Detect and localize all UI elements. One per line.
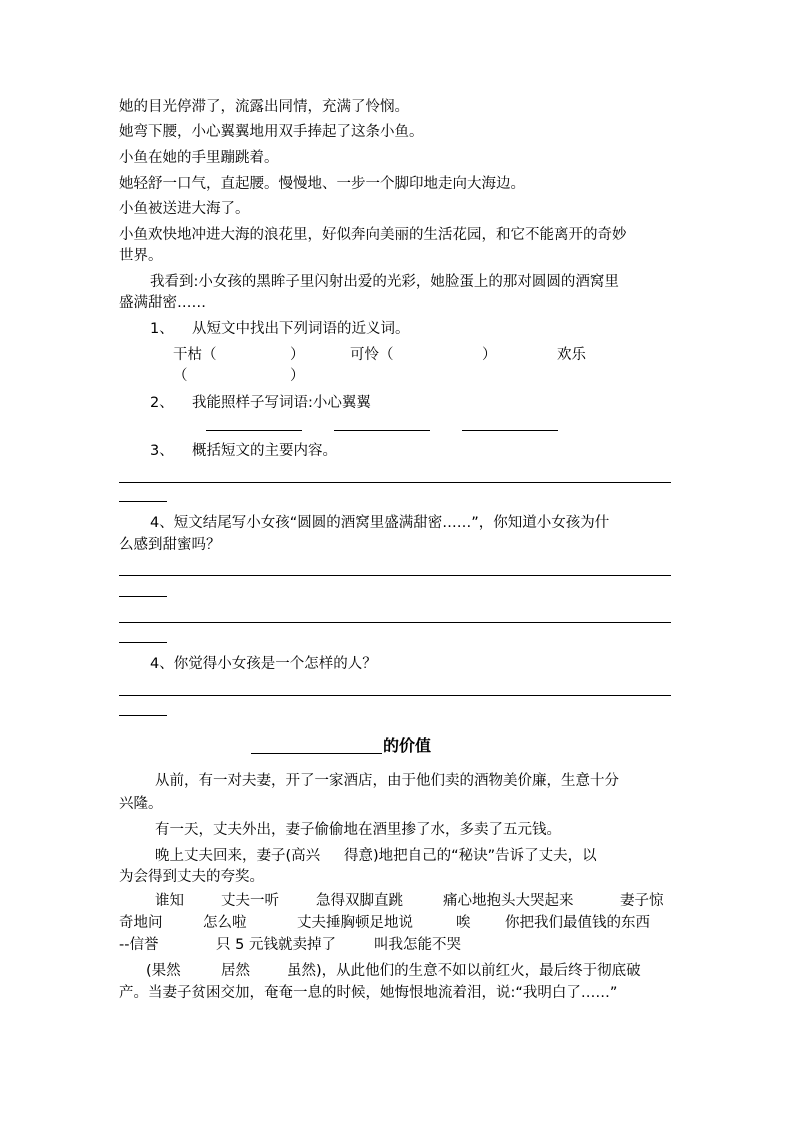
story-2-para-4-seg-3: 急得双脚直跳	[316, 893, 403, 909]
story-2-para-4-seg-2: 丈夫一听	[221, 893, 279, 909]
story-2-para-3-line-2: 为会得到丈夫的夸奖。	[119, 869, 264, 885]
story-paragraph-1: 她的目光停滞了，流露出同情，充满了怜悯。	[119, 99, 409, 115]
story-2-para-4-seg-12: 只 5 元钱就卖掉了	[216, 937, 336, 953]
story-paragraph-4: 她轻舒一口气，直起腰。慢慢地、一步一个脚印地走向大海边。	[119, 176, 525, 192]
story-2-para-5-seg-1: (果然	[146, 963, 181, 979]
story-2-para-4-seg-5: 妻子惊	[620, 893, 664, 909]
question-4-line-2: 么感到甜蜜吗？	[119, 537, 221, 553]
question-5-text: 4、你觉得小女孩是一个怎样的人？	[150, 656, 377, 672]
q4-answer-line-1[interactable]	[119, 575, 671, 576]
q1-word-3-open: （	[173, 368, 188, 384]
story-2-para-4-seg-11: --信誉	[119, 937, 159, 953]
q1-word-2: 可怜（	[350, 347, 394, 363]
story-2-para-4-seg-10: 你把我们最值钱的东西	[505, 915, 650, 931]
story-2-para-1-line-1: 从前，有一对夫妻，开了一家酒店，由于他们卖的酒物美价廉，生意十分	[155, 773, 619, 789]
story-2-para-5-line-2: 产。当妻子贫困交加，奄奄一息的时候，她悔恨地流着泪，说:“我明白了……”	[119, 985, 618, 1001]
question-3-text: 概括短文的主要内容。	[192, 443, 337, 459]
question-2-number: 2、	[150, 395, 174, 411]
question-1-text: 从短文中找出下列词语的近义词。	[192, 321, 410, 337]
q2-answer-line-2[interactable]	[334, 430, 430, 431]
story-2-para-4-seg-1: 谁知	[155, 893, 184, 909]
q2-answer-line-3[interactable]	[462, 430, 558, 431]
story-2-para-4-seg-8: 丈夫捶胸顿足地说	[297, 915, 413, 931]
q3-answer-line[interactable]	[119, 482, 671, 483]
story-2-para-5-seg-2: 居然	[221, 963, 250, 979]
q1-word-1-close: ）	[290, 347, 305, 363]
story-2-para-3-part-2: 得意)地把自己的“秘诀”告诉了丈夫，以	[344, 848, 597, 864]
story-2-para-1-line-2: 兴隆。	[119, 796, 163, 812]
q1-word-1: 干枯（	[173, 347, 217, 363]
question-4-line-1: 4、短文结尾写小女孩“圆圆的酒窝里盛满甜密……”，你知道小女孩为什	[150, 515, 610, 531]
story-2-para-4-seg-7: 怎么啦	[203, 915, 247, 931]
question-1-number: 1、	[150, 321, 174, 337]
q3-answer-line-end[interactable]	[119, 501, 167, 502]
q5-answer-line[interactable]	[119, 695, 671, 696]
q4-answer-line-2[interactable]	[119, 622, 671, 623]
story-2-para-2: 有一天，丈夫外出，妻子偷偷地在酒里掺了水，多卖了五元钱。	[155, 822, 561, 838]
story-paragraph-3: 小鱼在她的手里蹦跳着。	[119, 150, 279, 166]
q1-word-3-close: ）	[290, 368, 305, 384]
story-2-para-4-seg-4: 痛心地抱头大哭起来	[443, 893, 574, 909]
story-paragraph-7-line-1: 我看到:小女孩的黑眸子里闪射出爱的光彩，她脸蛋上的那对圆圆的酒窝里	[150, 274, 619, 290]
story-2-para-4-seg-6: 奇地问	[119, 915, 163, 931]
story-paragraph-5: 小鱼被送进大海了。	[119, 201, 250, 217]
title-blank[interactable]	[251, 753, 382, 754]
q4-answer-line-2-end[interactable]	[119, 642, 167, 643]
question-2-text: 我能照样子写词语:小心翼翼	[192, 395, 371, 411]
story-2-title: 的价值	[383, 736, 432, 755]
story-paragraph-6-line-1: 小鱼欢快地冲进大海的浪花里，好似奔向美丽的生活花园，和它不能离开的奇妙	[119, 227, 627, 243]
question-3-number: 3、	[150, 443, 174, 459]
q1-word-3: 欢乐	[557, 347, 586, 363]
story-2-para-5-seg-3: 虽然)，从此他们的生意不如以前红火，最后终于彻底破	[287, 963, 641, 979]
q1-word-2-close: ）	[482, 347, 497, 363]
story-2-para-4-seg-9: 唉	[456, 915, 471, 931]
story-2-para-4-seg-13: 叫我怎能不哭	[374, 937, 461, 953]
q5-answer-line-end[interactable]	[119, 715, 167, 716]
story-paragraph-6-line-2: 世界。	[119, 248, 163, 264]
story-paragraph-7-line-2: 盛满甜密……	[119, 295, 206, 311]
q2-answer-line-1[interactable]	[206, 430, 302, 431]
story-2-para-3-part-1: 晚上丈夫回来，妻子(高兴	[155, 848, 321, 864]
story-paragraph-2: 她弯下腰，小心翼翼地用双手捧起了这条小鱼。	[119, 124, 424, 140]
q4-answer-line-1-end[interactable]	[119, 596, 167, 597]
